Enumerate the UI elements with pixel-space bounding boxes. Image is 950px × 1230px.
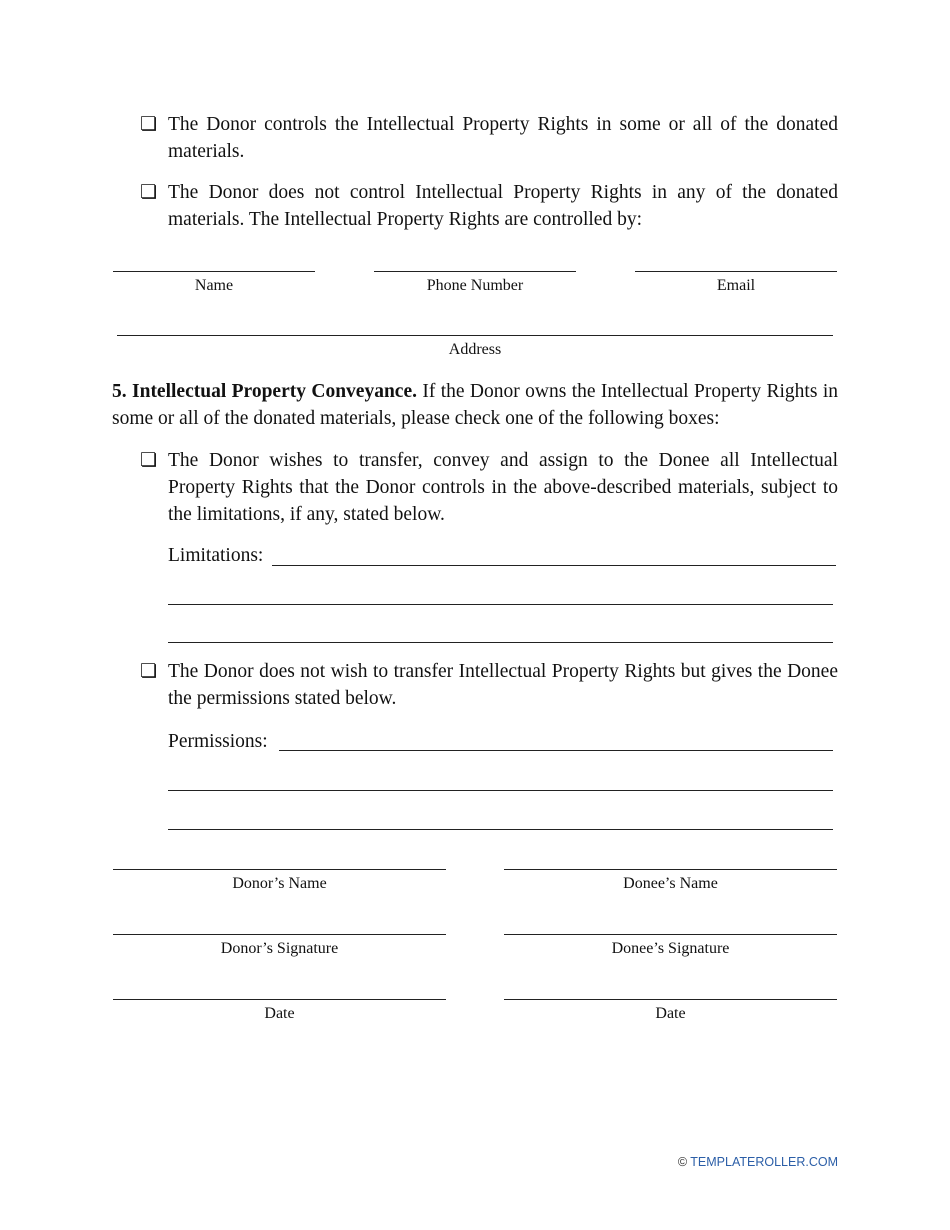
name-field-label: Name — [194, 277, 234, 294]
permissions-label: Permissions: — [168, 731, 268, 752]
donor-date-label: Date — [264, 1005, 295, 1022]
limitations-label: Limitations: — [168, 545, 264, 566]
checkbox-icon[interactable]: ❏ — [140, 181, 158, 203]
donee-date-line[interactable] — [504, 999, 837, 1000]
limitations-line-2[interactable] — [168, 604, 833, 605]
address-field-line[interactable] — [117, 335, 833, 336]
email-field-line[interactable] — [635, 271, 837, 272]
copyright-icon: © — [677, 1155, 688, 1169]
donee-name-line[interactable] — [504, 869, 837, 870]
checkbox-icon[interactable]: ❏ — [140, 449, 158, 471]
option-donor-controls-text: The Donor controls the Intellectual Property Rights in some or all of the donated materials. — [168, 114, 838, 162]
donor-signature-label: Donor’s Signature — [220, 940, 339, 957]
donee-signature-label: Donee’s Signature — [611, 940, 730, 957]
option-transfer-text: The Donor wishes to transfer, convey and assign to the Donee all Intellectual Property Rights that the Donor controls in the above-described materials, subject to the limitations, if any, stated below. — [168, 450, 838, 525]
email-field-label: Email — [716, 277, 756, 294]
option-donor-not-controls-text: The Donor does not control Intellectual Property Rights in any of the donated materials. The Intellectual Property Rights are controlled by: — [168, 182, 838, 230]
donor-signature-line[interactable] — [113, 934, 446, 935]
footer-brand-link[interactable]: TEMPLATEROLLER.COM — [690, 1155, 838, 1169]
donor-name-line[interactable] — [113, 869, 446, 870]
address-field-label: Address — [448, 341, 502, 358]
limitations-line-1[interactable] — [272, 565, 836, 566]
phone-field-line[interactable] — [374, 271, 576, 272]
donee-date-label: Date — [655, 1005, 686, 1022]
donee-name-label: Donee’s Name — [623, 875, 718, 892]
permissions-line-1[interactable] — [279, 750, 833, 751]
phone-field-label: Phone Number — [426, 277, 524, 294]
donor-name-label: Donor’s Name — [232, 875, 327, 892]
section-5-intro: If the Donor owns the Intellectual Property Rights in some or all of the donated materials, please check one of the following boxes: — [112, 381, 838, 429]
name-field-line[interactable] — [113, 271, 315, 272]
donee-signature-line[interactable] — [504, 934, 837, 935]
donor-date-line[interactable] — [113, 999, 446, 1000]
section-5-paragraph — [112, 378, 838, 432]
limitations-line-3[interactable] — [168, 642, 833, 643]
checkbox-icon[interactable]: ❏ — [140, 660, 158, 682]
footer-brand[interactable] — [678, 1155, 838, 1169]
option-permissions-text: The Donor does not wish to transfer Intellectual Property Rights but gives the Donee the permissions stated below. — [168, 661, 838, 709]
section-5-heading: 5. Intellectual Property Conveyance. — [112, 381, 417, 402]
checkbox-icon[interactable]: ❏ — [140, 113, 158, 135]
permissions-line-2[interactable] — [168, 790, 833, 791]
permissions-line-3[interactable] — [168, 829, 833, 830]
